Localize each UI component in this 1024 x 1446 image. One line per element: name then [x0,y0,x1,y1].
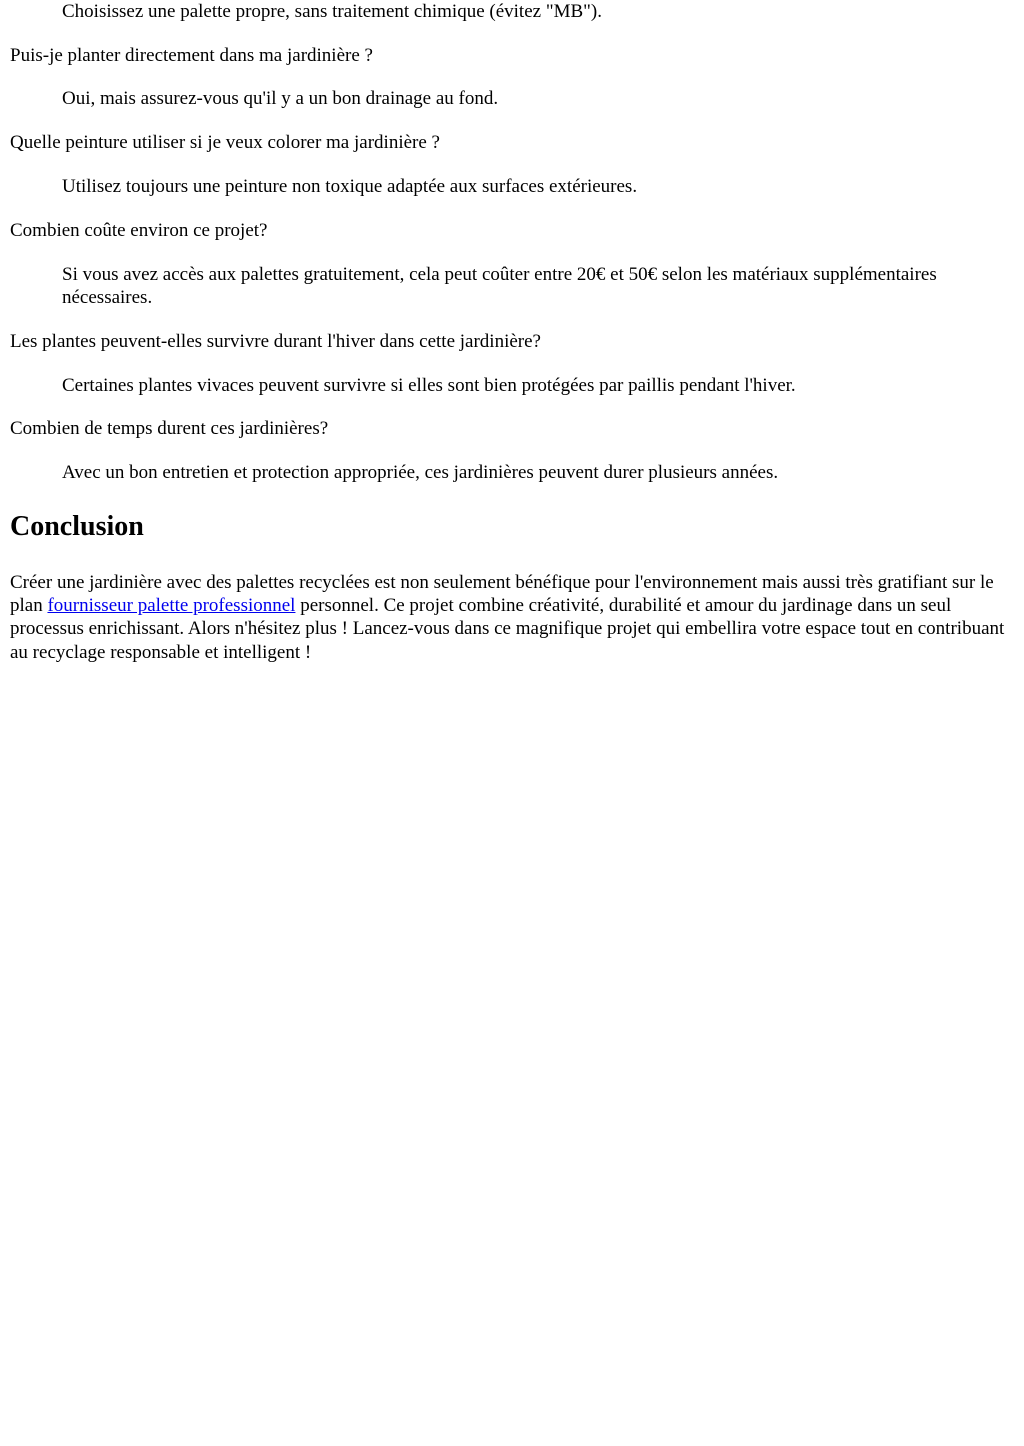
conclusion-text-start: Créer une jardinière avec des palettes recyclées est non seulement bénéfique pour l'environnement mais aussi très gratifiant sur le plan [10,571,994,616]
conclusion-text-end: personnel. Ce projet combine créativité, durabilité et amour du jardinage dans un seul processus enrichissant. Alors n'hésitez plus ! Lancez-vous dans ce magnifique projet qui embellira votre espace tout en contribuant au recyclage responsable et intelligent ! [10,594,1005,663]
faq-item [10,417,1014,484]
faq-question: Combien de temps durent ces jardinières? [10,418,329,440]
faq-question: Quelle peinture utiliser si je veux colorer ma jardinière ? [10,132,440,154]
faq-answer: Avec un bon entretien et protection appropriée, ces jardinières peuvent durer plusieurs années. [62,462,779,484]
faq-list [10,44,1014,505]
faq-answer: Si vous avez accès aux palettes gratuitement, cela peut coûter entre 20€ et 50€ selon les matériaux supplémentaires nécessaires. [62,263,937,309]
faq-question: Les plantes peuvent-elles survivre durant l'hiver dans cette jardinière? [10,330,541,352]
faq-item [10,44,1014,111]
faq-item [10,131,1014,198]
conclusion-heading: Conclusion [10,511,144,542]
faq-item [10,330,1014,397]
conclusion-paragraph [10,571,1014,665]
faq-answer: Oui, mais assurez-vous qu'il y a un bon drainage au fond. [62,88,499,110]
faq-answer: Utilisez toujours une peinture non toxique adaptée aux surfaces extérieures. [62,176,638,198]
faq-question: Combien coûte environ ce projet? [10,219,268,241]
faq-item [10,219,1014,310]
faq-answer-palette: Choisissez une palette propre, sans traitement chimique (évitez "MB"). [62,1,602,22]
faq-answer: Certaines plantes vivaces peuvent survivre si elles sont bien protégées par paillis pendant l'hiver. [62,374,796,396]
faq-question: Puis-je planter directement dans ma jardinière ? [10,44,373,66]
supplier-link[interactable]: fournisseur palette professionnel [47,594,296,616]
